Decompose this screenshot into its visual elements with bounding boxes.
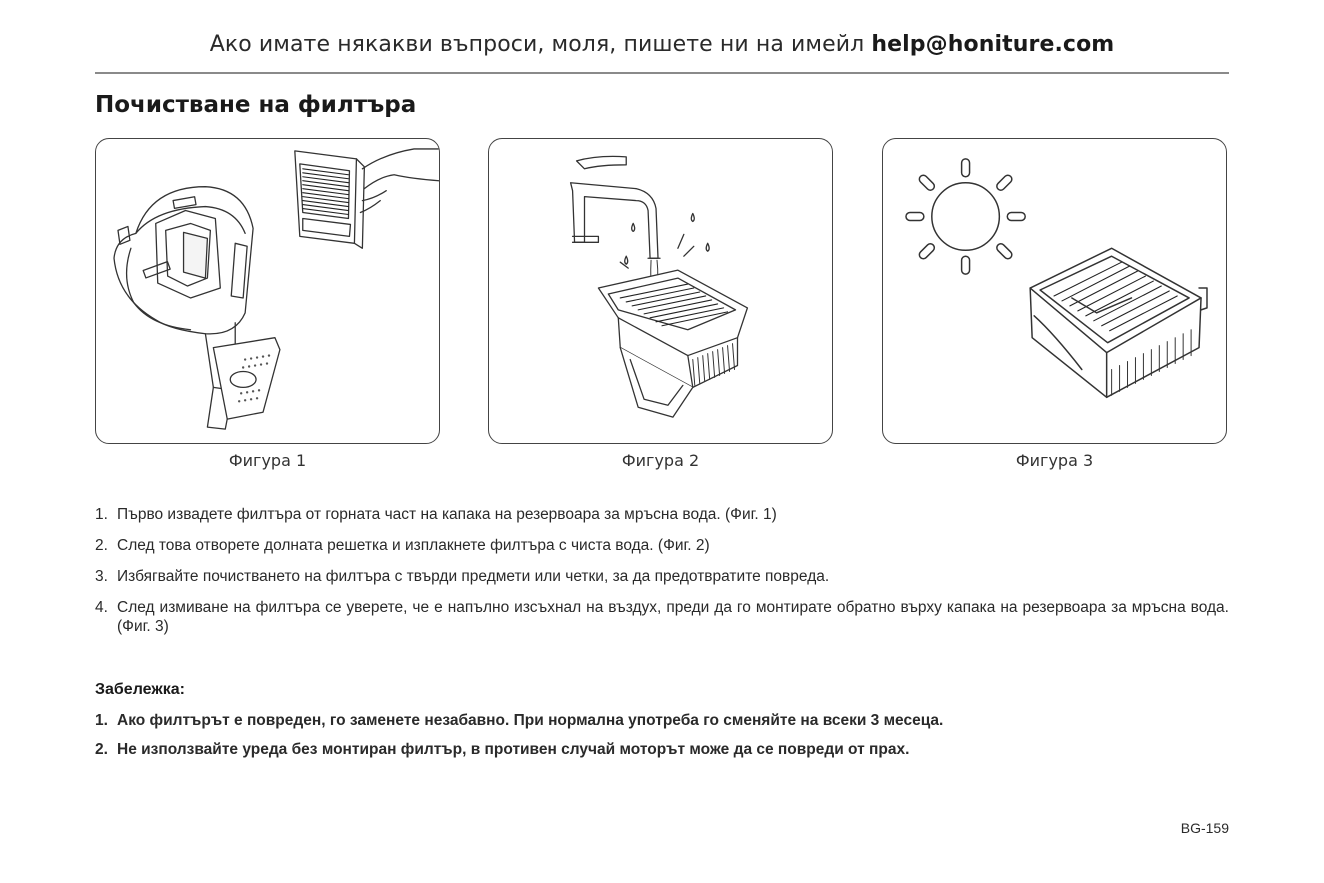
step-number: 3. [95,568,108,585]
page-number: BG-159 [1180,820,1229,836]
contact-text: Ако имате някакви въпроси, моля, пишете ни на имейл [209,32,865,57]
figure-2-panel [488,138,833,444]
sun-drying-icon [883,139,1226,443]
note-list [95,711,1229,769]
step-text: Избягвайте почистването на филтъра с твърди предмети или четки, за да предотвратите повреда. [117,568,830,585]
contact-header [95,32,1229,57]
note-title: Забележка: [95,681,185,698]
section-title: Почистване на филтъра [95,92,417,118]
note-item [95,711,1229,730]
step-item [95,505,1229,524]
step-number: 2. [95,537,108,554]
header-divider [95,72,1229,74]
contact-email[interactable]: help@honiture.com [871,32,1115,57]
filter-removal-icon [96,139,439,443]
step-item [95,536,1229,555]
step-item [95,567,1229,586]
step-item [95,598,1229,636]
step-text: Първо извадете филтъра от горната част на капака на резервоара за мръсна вода. (Фиг. 1) [117,506,777,523]
note-item [95,740,1229,759]
figure-2-caption: Фигура 2 [621,451,700,470]
step-number: 4. [95,599,108,616]
faucet-rinse-icon [489,139,832,443]
note-number: 1. [95,712,108,729]
figure-1-caption: Фигура 1 [228,451,307,470]
step-text: След измиване на филтъра се уверете, че е напълно изсъхнал на въздух, преди да го монтирате обратно върху капака на резервоара за мръсна вода. (Фиг. 3) [117,599,1229,635]
note-text: Не използвайте уреда без монтиран филтър, в противен случай моторът може да се повреди от прах. [117,741,910,758]
figure-3-panel [882,138,1227,444]
step-number: 1. [95,506,108,523]
figure-1-panel [95,138,440,444]
note-number: 2. [95,741,108,758]
figure-3-caption: Фигура 3 [1015,451,1094,470]
instruction-steps [95,505,1229,648]
step-text: След това отворете долната решетка и изплакнете филтъра с чиста вода. (Фиг. 2) [117,537,710,554]
note-text: Ако филтърът е повреден, го заменете незабавно. При нормална употреба го сменяйте на всеки 3 месеца. [117,712,944,729]
